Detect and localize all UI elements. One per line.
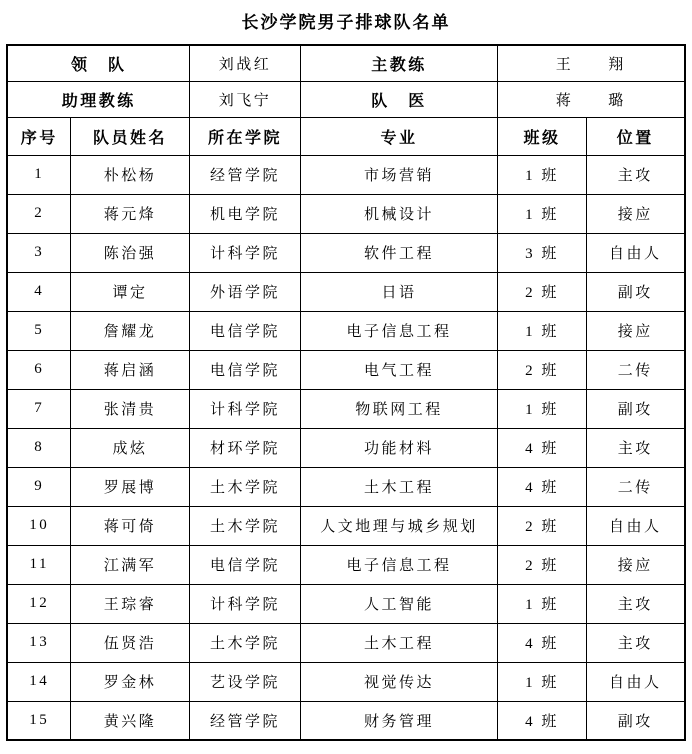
- name-cell: 蒋元烽: [70, 194, 189, 233]
- header-college: 所在学院: [190, 117, 301, 155]
- college-cell: 机电学院: [190, 194, 301, 233]
- table-row: [7, 584, 684, 623]
- college-cell: 电信学院: [190, 545, 301, 584]
- class-cell: 1 班: [498, 584, 587, 623]
- seq-cell: 7: [7, 389, 70, 428]
- name-cell: 成炫: [70, 428, 189, 467]
- college-cell: 经管学院: [190, 701, 301, 740]
- team-doctor-label: 队 医: [301, 81, 498, 117]
- position-cell: 二传: [587, 467, 685, 506]
- name-cell: 蒋启涵: [70, 350, 189, 389]
- college-cell: 电信学院: [190, 311, 301, 350]
- college-cell: 外语学院: [190, 272, 301, 311]
- name-cell: 王琮睿: [70, 584, 189, 623]
- seq-cell: 12: [7, 584, 70, 623]
- major-cell: 人文地理与城乡规划: [301, 506, 498, 545]
- major-cell: 视觉传达: [301, 662, 498, 701]
- position-cell: 接应: [587, 545, 685, 584]
- table-row: [7, 701, 684, 740]
- name-cell: 江满军: [70, 545, 189, 584]
- seq-cell: 11: [7, 545, 70, 584]
- class-cell: 3 班: [498, 233, 587, 272]
- name-cell: 罗展博: [70, 467, 189, 506]
- major-cell: 日语: [301, 272, 498, 311]
- leader-label: 领 队: [7, 45, 189, 81]
- major-cell: 电气工程: [301, 350, 498, 389]
- seq-cell: 4: [7, 272, 70, 311]
- table-row: [7, 311, 684, 350]
- seq-cell: 5: [7, 311, 70, 350]
- position-cell: 自由人: [587, 506, 685, 545]
- major-cell: 土木工程: [301, 623, 498, 662]
- header-name: 队员姓名: [70, 117, 189, 155]
- major-cell: 电子信息工程: [301, 311, 498, 350]
- college-cell: 土木学院: [190, 623, 301, 662]
- class-cell: 4 班: [498, 467, 587, 506]
- table-row: [7, 155, 684, 194]
- leader-name: 刘战红: [190, 45, 301, 81]
- class-cell: 2 班: [498, 272, 587, 311]
- assistant-coach-label: 助理教练: [7, 81, 189, 117]
- class-cell: 2 班: [498, 506, 587, 545]
- seq-cell: 8: [7, 428, 70, 467]
- class-cell: 1 班: [498, 662, 587, 701]
- seq-cell: 13: [7, 623, 70, 662]
- position-cell: 副攻: [587, 701, 685, 740]
- seq-cell: 2: [7, 194, 70, 233]
- table-row: [7, 545, 684, 584]
- table-row: [7, 662, 684, 701]
- position-cell: 接应: [587, 311, 685, 350]
- table-row: [7, 467, 684, 506]
- seq-cell: 6: [7, 350, 70, 389]
- name-cell: 陈治强: [70, 233, 189, 272]
- position-cell: 接应: [587, 194, 685, 233]
- college-cell: 电信学院: [190, 350, 301, 389]
- table-row: [7, 233, 684, 272]
- header-class: 班级: [498, 117, 587, 155]
- major-cell: 电子信息工程: [301, 545, 498, 584]
- major-cell: 软件工程: [301, 233, 498, 272]
- class-cell: 4 班: [498, 623, 587, 662]
- table-row: [7, 428, 684, 467]
- table-row: [7, 623, 684, 662]
- position-cell: 自由人: [587, 233, 685, 272]
- name-cell: 詹耀龙: [70, 311, 189, 350]
- staff-row-leader: [7, 45, 684, 81]
- major-cell: 人工智能: [301, 584, 498, 623]
- college-cell: 材环学院: [190, 428, 301, 467]
- major-cell: 机械设计: [301, 194, 498, 233]
- major-cell: 财务管理: [301, 701, 498, 740]
- seq-cell: 9: [7, 467, 70, 506]
- class-cell: 1 班: [498, 389, 587, 428]
- position-cell: 自由人: [587, 662, 685, 701]
- college-cell: 计科学院: [190, 389, 301, 428]
- seq-cell: 3: [7, 233, 70, 272]
- table-row: [7, 272, 684, 311]
- seq-cell: 10: [7, 506, 70, 545]
- class-cell: 1 班: [498, 155, 587, 194]
- college-cell: 计科学院: [190, 233, 301, 272]
- position-cell: 副攻: [587, 272, 685, 311]
- header-major: 专业: [301, 117, 498, 155]
- name-cell: 蒋可倚: [70, 506, 189, 545]
- class-cell: 4 班: [498, 701, 587, 740]
- college-cell: 计科学院: [190, 584, 301, 623]
- header-seq: 序号: [7, 117, 70, 155]
- header-position: 位置: [587, 117, 685, 155]
- seq-cell: 14: [7, 662, 70, 701]
- seq-cell: 15: [7, 701, 70, 740]
- head-coach-name: 王 翔: [498, 45, 685, 81]
- name-cell: 朴松杨: [70, 155, 189, 194]
- roster-table: [6, 44, 685, 741]
- class-cell: 1 班: [498, 311, 587, 350]
- table-row: [7, 194, 684, 233]
- college-cell: 土木学院: [190, 506, 301, 545]
- position-cell: 主攻: [587, 428, 685, 467]
- major-cell: 市场营销: [301, 155, 498, 194]
- team-doctor-name: 蒋 璐: [498, 81, 685, 117]
- table-row: [7, 350, 684, 389]
- name-cell: 伍贤浩: [70, 623, 189, 662]
- position-cell: 主攻: [587, 623, 685, 662]
- position-cell: 副攻: [587, 389, 685, 428]
- assistant-coach-name: 刘飞宁: [190, 81, 301, 117]
- class-cell: 1 班: [498, 194, 587, 233]
- table-row: [7, 389, 684, 428]
- name-cell: 谭定: [70, 272, 189, 311]
- major-cell: 功能材料: [301, 428, 498, 467]
- major-cell: 土木工程: [301, 467, 498, 506]
- position-cell: 主攻: [587, 155, 685, 194]
- staff-row-assistant: [7, 81, 684, 117]
- class-cell: 2 班: [498, 545, 587, 584]
- college-cell: 艺设学院: [190, 662, 301, 701]
- name-cell: 黄兴隆: [70, 701, 189, 740]
- position-cell: 主攻: [587, 584, 685, 623]
- major-cell: 物联网工程: [301, 389, 498, 428]
- position-cell: 二传: [587, 350, 685, 389]
- column-header-row: [7, 117, 684, 155]
- class-cell: 2 班: [498, 350, 587, 389]
- college-cell: 土木学院: [190, 467, 301, 506]
- name-cell: 张清贵: [70, 389, 189, 428]
- class-cell: 4 班: [498, 428, 587, 467]
- college-cell: 经管学院: [190, 155, 301, 194]
- page-title: 长沙学院男子排球队名单: [241, 13, 451, 32]
- table-row: [7, 506, 684, 545]
- head-coach-label: 主教练: [301, 45, 498, 81]
- name-cell: 罗金林: [70, 662, 189, 701]
- seq-cell: 1: [7, 155, 70, 194]
